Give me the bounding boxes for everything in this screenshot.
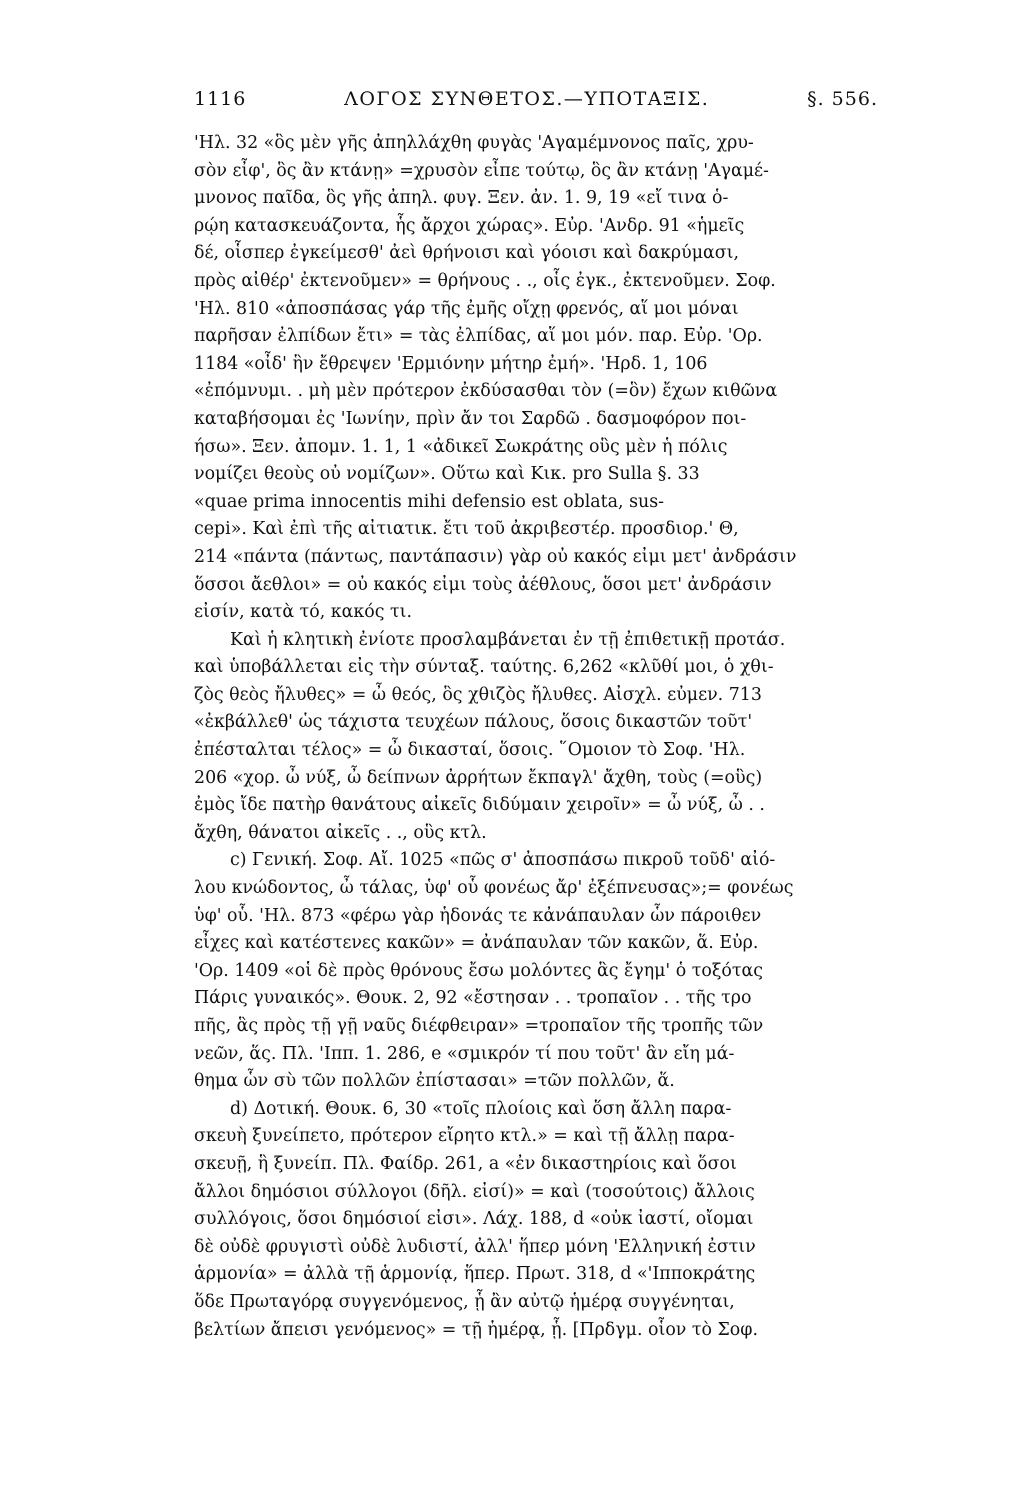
text-line: Καὶ ἡ κλητικὴ ἐνίοτε προσλαμβάνεται ἐν τῇ ἐπιθετικῇ προτάσ. [230, 629, 786, 650]
text-line: μνονος παῖδα, ὃς γῆς ἀπηλ. φυγ. Ξεν. ἀν. 1. 9, 19 «εἴ τινα ὁ- [194, 188, 729, 209]
text-line: Πάρις γυναικός». Θουκ. 2, 92 «ἔστησαν . . τροπαῖον . . τῆς τρο [194, 988, 752, 1009]
text-line: ήσω». Ξεν. ἀπομν. 1. 1, 1 «ἀδικεῖ Σωκράτης οὓς μὲν ἡ πόλις [194, 436, 728, 457]
text-line: 'Ηλ. 32 «ὃς μὲν γῆς ἀπηλλάχθη φυγὰς 'Αγαμέμνονος παῖς, χρυ- [194, 133, 754, 153]
text-line: ἄλλοι δημόσιοι σύλλογοι (δῆλ. εἰσί)» = καὶ (τοσούτοις) ἄλλοις [194, 1181, 755, 1202]
text-line: συλλόγοις, ὅσοι δημόσιοί εἰσι». Λάχ. 188, d «οὐκ ἰαστί, οἴομαι [194, 1209, 754, 1230]
paragraph [194, 627, 878, 848]
text-line: καὶ ὑποβάλλεται εἰς τὴν σύνταξ. ταύτης. 6,262 «κλῦθί μοι, ὁ χθι- [194, 657, 774, 678]
text-line: ὅδε Πρωταγόρᾳ συγγενόμενος, ᾗ ἂν αὐτῷ ἡμέρᾳ συγγένηται, [194, 1291, 735, 1312]
text-line: θημα ὧν σὺ τῶν πολλῶν ἐπίστασαι» =τῶν πολλῶν, ἅ. [194, 1071, 675, 1092]
text-line: ὅσσοι ἄεθλοι» = οὐ κακός εἰμι τοὺς ἀέθλους, ὅσοι μετ' ἀνδράσιν [194, 574, 772, 595]
text-line: ὑφ' οὗ. 'Ηλ. 873 «φέρω γὰρ ἡδονάς τε κἀνάπαυλαν ὧν πάροιθεν [194, 905, 762, 926]
text-line: πρὸς αἰθέρ' ἐκτενοῦμεν» = θρήνους . ., οἷς ἐγκ., ἐκτενοῦμεν. Σοφ. [194, 270, 776, 291]
body-text [194, 130, 878, 1344]
text-line: «quae prima innocentis mihi defensio est oblata, sus- [194, 491, 665, 512]
text-line: 206 «χορ. ὦ νύξ, ὦ δείπνων ἀρρήτων ἔκπαγλ' ἄχθη, τοὺς (=οὓς) [194, 767, 763, 788]
text-line: νεῶν, ἅς. Πλ. 'Ιππ. 1. 286, e «σμικρόν τί που τοῦτ' ἂν εἴη μά- [194, 1043, 735, 1064]
text-line: c) Γενική. Σοφ. Αἴ. 1025 «πῶς σ' ἀποσπάσω πικροῦ τοῦδ' αἰό- [230, 850, 776, 871]
text-line: εἰσίν, κατὰ τό, κακός τι. [194, 602, 412, 623]
paragraph [194, 1096, 878, 1344]
text-line: βελτίων ἄπεισι γενόμενος» = τῇ ἡμέρᾳ, ᾗ. [Πρδγμ. οἷον τὸ Σοφ. [194, 1319, 758, 1340]
text-line: 'Ηλ. 810 «ἀποσπάσας γάρ τῆς ἐμῆς οἴχῃ φρενός, αἵ μοι μόναι [194, 298, 739, 319]
text-line: 214 «πάντα (πάντως, παντάπασιν) γὰρ οὐ κακός εἰμι μετ' ἀνδράσιν [194, 546, 797, 567]
text-line: «ἐκβάλλεθ' ὡς τάχιστα τευχέων πάλους, ὅσοις δικαστῶν τοῦτ' [194, 712, 753, 733]
text-line: πῆς, ἃς πρὸς τῇ γῇ ναῦς διέφθειραν» =τροπαῖον τῆς τροπῆς τῶν [194, 1016, 764, 1036]
paragraph [194, 130, 878, 627]
text-line: ἁρμονία» = ἀλλὰ τῇ ἁρμονίᾳ, ἥπερ. Πρωτ. 318, d «'Ιπποκράτης [194, 1264, 756, 1285]
text-line: σκευὴ ξυνείπετο, πρότερον εἴρητο κτλ.» = καὶ τῇ ἄλλῃ παρα- [194, 1126, 735, 1147]
page-number: 1116 [194, 88, 247, 110]
text-line: λου κνώδοντος, ὦ τάλας, ὑφ' οὗ φονέως ἄρ' ἐξέπνευσας»;= φονέως [194, 878, 794, 899]
text-line: ἐπέσταλται τέλος» = ὦ δικασταί, ὅσοις. ῞Ομοιον τὸ Σοφ. 'Ηλ. [194, 740, 746, 761]
text-line: «ἐπόμνυμι. . μὴ μὲν πρότερον ἐκδύσασθαι τὸν (=ὃν) ἔχων κιθῶνα [194, 381, 778, 402]
text-line: cepi». Καὶ ἐπὶ τῆς αἰτιατικ. ἔτι τοῦ ἀκριβεστέρ. προσδιορ.' Θ, [194, 519, 739, 540]
text-line: νομίζει θεοὺς οὐ νομίζων». Οὕτω καὶ Κικ. pro Sulla §. 33 [194, 464, 700, 485]
text-line: d) Δοτική. Θουκ. 6, 30 «τοῖς πλοίοις καὶ ὅση ἄλλη παρα- [230, 1098, 732, 1119]
text-line: δέ, οἷσπερ ἐγκείμεσθ' ἀεὶ θρήνοισι καὶ γόοισι καὶ δακρύμασι, [194, 243, 739, 264]
text-line: σὸν εἶφ', ὃς ἂν κτάνῃ» =χρυσὸν εἶπε τούτῳ, ὃς ἂν κτάνῃ 'Αγαμέ- [194, 160, 769, 181]
text-line: 'Ορ. 1409 «οἱ δὲ πρὸς θρόνους ἔσω μολόντες ἃς ἔγημ' ὁ τοξότας [194, 960, 763, 981]
chapter-title: ΛΟΓΟΣ ΣΥΝΘΕΤΟΣ.—ΥΠΟΤΑΞΙΣ. [344, 88, 710, 110]
text-line: ἐμὸς ἴδε πατὴρ θανάτους αἰκεῖς διδύμαιν χειροῖν» = ὦ νύξ, ὦ . . [194, 795, 765, 816]
text-line: 1184 «οἶδ' ἣν ἔθρεψεν 'Ερμιόνην μήτηρ ἐμή». 'Ηρδ. 1, 106 [194, 353, 708, 374]
text-line: ρῴη κατασκευάζοντα, ἧς ἄρχοι χώρας». Εὐρ. 'Ανδρ. 91 «ἡμεῖς [194, 215, 745, 236]
text-line: καταβήσομαι ἐς 'Ιωνίην, πρὶν ἄν τοι Σαρδῶ . δασμοφόρον ποι- [194, 408, 747, 429]
section-number: §. 556. [807, 88, 878, 110]
text-line: δὲ οὐδὲ φρυγιστὶ οὐδὲ λυδιστί, ἀλλ' ἥπερ μόνη 'Ελληνική ἐστιν [194, 1236, 756, 1257]
text-line: σκευῇ, ἣ ξυνείπ. Πλ. Φαίδρ. 261, a «ἐν δικαστηρίοις καὶ ὅσοι [194, 1153, 737, 1174]
text-line: ζὸς θεὸς ἤλυθες» = ὦ θεός, ὃς χθιζὸς ἤλυθες. Αἰσχλ. εὐμεν. 713 [194, 684, 762, 705]
running-head [194, 88, 878, 122]
text-line: ἄχθη, θάνατοι αἰκεῖς . ., οὓς κτλ. [194, 822, 487, 843]
paragraph [194, 847, 878, 1095]
text-line: εἶχες καὶ κατέστενες κακῶν» = ἀνάπαυλαν τῶν κακῶν, ἅ. Εὐρ. [194, 933, 759, 954]
text-line: παρῆσαν ἐλπίδων ἔτι» = τὰς ἐλπίδας, αἵ μοι μόν. παρ. Εὐρ. 'Ορ. [194, 326, 763, 347]
